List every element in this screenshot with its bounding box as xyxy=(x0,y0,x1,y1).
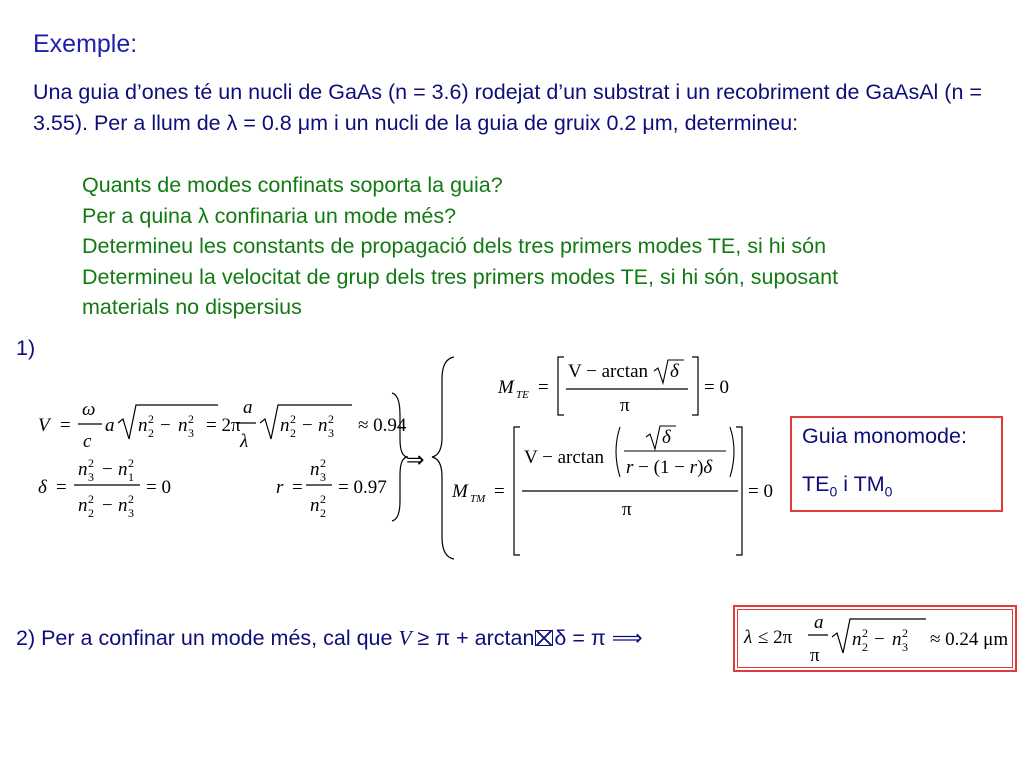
svg-text:2: 2 xyxy=(320,492,326,506)
svg-text:−: − xyxy=(102,459,113,480)
svg-text:1: 1 xyxy=(128,470,134,484)
svg-text:δ: δ xyxy=(662,427,671,448)
part-2-text: 2) Per a confinar un mode més, cal que xyxy=(16,626,399,650)
question-list xyxy=(82,170,838,323)
svg-text:n: n xyxy=(118,495,128,516)
svg-text:2: 2 xyxy=(148,426,154,440)
svg-text:n: n xyxy=(892,629,902,650)
lambda-value: ≈ 0.24 μm xyxy=(930,629,1009,650)
part-2-v: V xyxy=(398,626,412,650)
svg-text:a: a xyxy=(243,397,253,418)
svg-text:=: = xyxy=(538,377,549,398)
svg-text:−: − xyxy=(160,415,171,436)
svg-text:=: = xyxy=(60,415,71,436)
svg-text:2: 2 xyxy=(862,626,868,640)
svg-text:n: n xyxy=(78,459,88,480)
svg-text:= 2π: = 2π xyxy=(206,415,241,436)
svg-text:n: n xyxy=(852,629,862,650)
mtm-subscript: TM xyxy=(470,493,486,505)
te-mode-index: 0 xyxy=(829,483,838,500)
svg-text:2: 2 xyxy=(290,412,296,426)
slide-title: Exemple: xyxy=(33,30,138,58)
svg-text:n: n xyxy=(78,495,88,516)
svg-text:r − (1 − r)δ: r − (1 − r)δ xyxy=(626,457,713,478)
r-symbol: r xyxy=(276,477,284,498)
tm-mode: TM xyxy=(853,472,885,496)
svg-text:n: n xyxy=(118,459,128,480)
svg-text:2: 2 xyxy=(148,412,154,426)
svg-text:π: π xyxy=(810,645,820,666)
part-2-condition: ≥ π + arctan xyxy=(411,626,535,650)
svg-text:−: − xyxy=(874,629,885,650)
svg-text:λ: λ xyxy=(240,431,249,452)
svg-text:n: n xyxy=(138,415,148,436)
svg-text:π: π xyxy=(622,499,632,520)
r-value: = 0.97 xyxy=(338,477,387,498)
svg-text:δ: δ xyxy=(670,361,679,382)
svg-text:V − arctan: V − arctan xyxy=(524,447,604,468)
svg-text:⇒: ⇒ xyxy=(406,447,425,472)
delta-value: = 0 xyxy=(146,477,171,498)
problem-statement: Una guia d’ones té un nucli de GaAs (n = 3.6) rodejat d’un substrat i un recobriment de GaAsAl (n = 3.55). Per a llum de λ = 0.8 μm i un nucli de la guia de gruix 0.2 μm, determineu: xyxy=(33,80,982,135)
svg-text:=: = xyxy=(56,477,67,498)
svg-text:3: 3 xyxy=(902,640,908,654)
svg-text:3: 3 xyxy=(328,426,334,440)
svg-text:2: 2 xyxy=(128,456,134,470)
question-item: Per a quina λ confinaria un mode més? xyxy=(82,203,457,228)
svg-text:n: n xyxy=(280,415,290,436)
svg-text:3: 3 xyxy=(320,470,326,484)
mtm-value: = 0 xyxy=(748,481,773,502)
mode-connector: i xyxy=(837,472,854,496)
equations-block xyxy=(30,355,790,565)
svg-text:2: 2 xyxy=(328,412,334,426)
svg-text:π: π xyxy=(620,395,630,416)
mte-value: = 0 xyxy=(704,377,729,398)
svg-text:2: 2 xyxy=(188,412,194,426)
svg-text:=: = xyxy=(292,477,303,498)
svg-text:2: 2 xyxy=(88,456,94,470)
v-value: ≈ 0.94 xyxy=(358,415,407,436)
tm-mode-index: 0 xyxy=(884,483,893,500)
mte-subscript: TE xyxy=(516,389,529,401)
svg-text:c: c xyxy=(83,431,92,452)
mtm-symbol: M xyxy=(452,481,468,502)
svg-text:−: − xyxy=(302,415,313,436)
part-2-statement xyxy=(16,626,643,651)
svg-text:n: n xyxy=(310,495,320,516)
lambda-equation xyxy=(738,611,1012,667)
svg-text:a: a xyxy=(814,612,824,633)
question-item: materials no dispersius xyxy=(82,295,302,319)
result-monomode-label: Guia monomode: xyxy=(802,424,967,448)
svg-text:δ: δ xyxy=(38,477,47,498)
svg-text:3: 3 xyxy=(128,506,134,520)
svg-text:−: − xyxy=(102,495,113,516)
svg-text:3: 3 xyxy=(188,426,194,440)
mte-symbol: M xyxy=(498,377,514,398)
result-modes xyxy=(802,472,892,499)
svg-text:2: 2 xyxy=(862,640,868,654)
svg-text:2: 2 xyxy=(320,456,326,470)
missing-glyph-icon xyxy=(535,630,553,646)
svg-text:2: 2 xyxy=(88,492,94,506)
svg-text:3: 3 xyxy=(88,470,94,484)
svg-text:a: a xyxy=(105,415,115,436)
svg-text:=: = xyxy=(494,481,505,502)
svg-text:2: 2 xyxy=(320,506,326,520)
svg-text:2: 2 xyxy=(88,506,94,520)
question-item: Quants de modes confinats soporta la guia? xyxy=(82,173,503,197)
svg-text:ω: ω xyxy=(82,399,96,420)
svg-text:2: 2 xyxy=(128,492,134,506)
v-symbol: V xyxy=(38,415,50,436)
question-item: Determineu la velocitat de grup dels tres primers modes TE, si hi són, suposant xyxy=(82,264,839,289)
svg-text:≤ 2π: ≤ 2π xyxy=(758,627,793,648)
svg-text:n: n xyxy=(318,415,328,436)
svg-text:n: n xyxy=(178,415,188,436)
svg-text:λ: λ xyxy=(744,627,753,648)
svg-text:2: 2 xyxy=(290,426,296,440)
svg-text:2: 2 xyxy=(902,626,908,640)
part-2-condition-end: δ = π ⟹ xyxy=(554,626,643,650)
svg-text:n: n xyxy=(310,459,320,480)
part-1-label: 1) xyxy=(16,336,36,360)
svg-text:V − arctan: V − arctan xyxy=(568,361,648,382)
question-item: Determineu les constants de propagació dels tres primers modes TE, si hi són xyxy=(82,234,827,258)
te-mode: TE xyxy=(802,472,830,496)
